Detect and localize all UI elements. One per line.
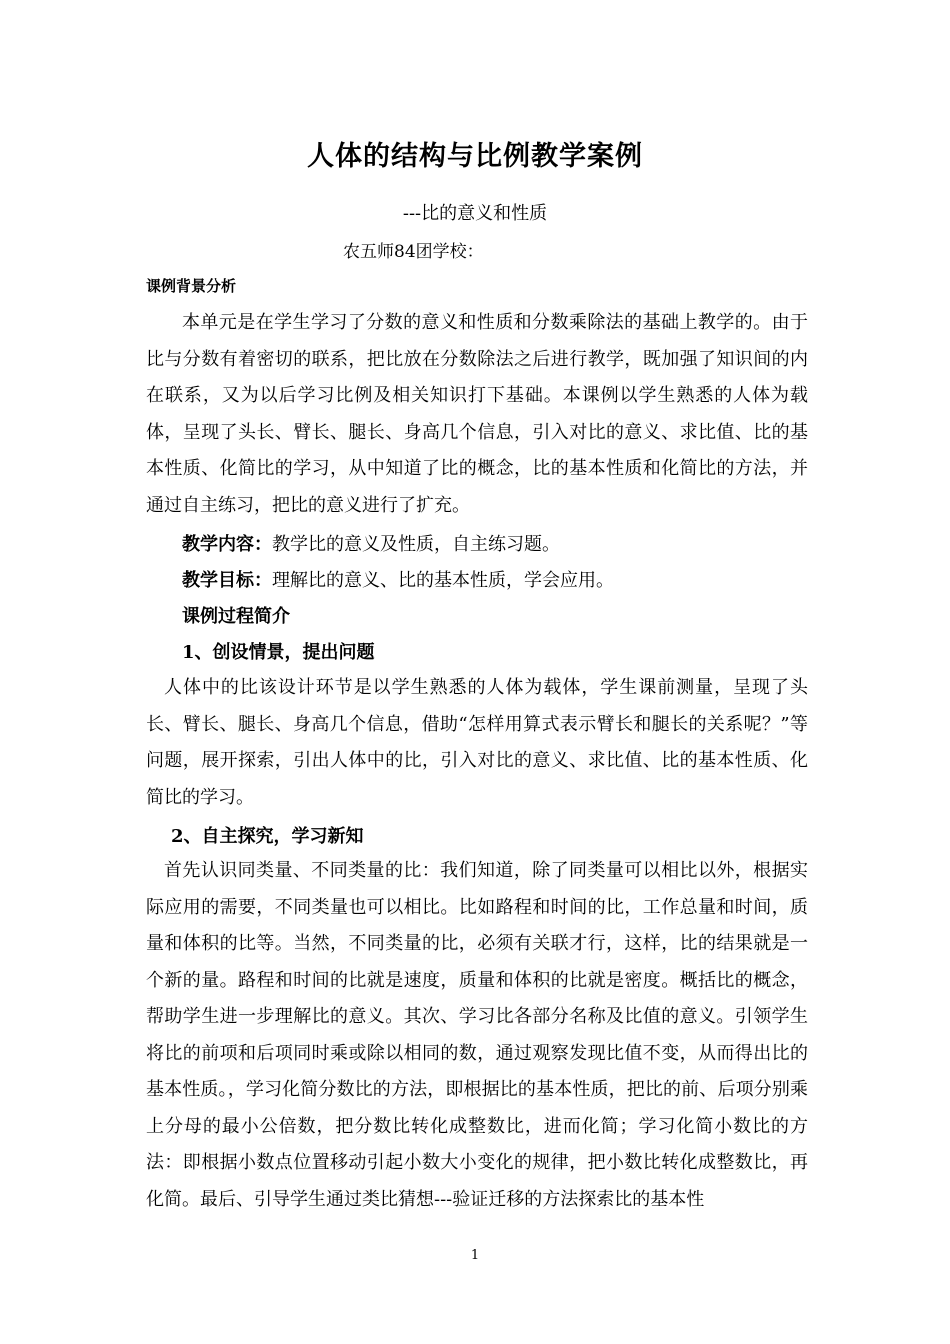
background-paragraph: 本单元是在学生学习了分数的意义和性质和分数乘除法的基础上教学的。由于比与分数有着密切的联系，把比放在分数除法之后进行教学，既加强了知识间的内在联系，又为以后学习比例及相关知识打下基础。本课例以学生熟悉的人体为载体，呈现了头长、臂长、腿长、身高几个信息，引入对比的意义、求比值、比的基本性质、化简比的学习，从中知道了比的概念，比的基本性质和化简比的方法，并通过自主练习，把比的意义进行了扩充。 [146,312,808,516]
teaching-content-text: 教学比的意义及性质，自主练习题。 [272,534,560,555]
section-heading-background: 课例背景分析 [146,277,237,295]
school-name: 农五师84团学校： [343,242,484,262]
teaching-goal-line [182,566,614,592]
document-title: 人体的结构与比例教学案例 [307,141,643,172]
step2-paragraph: 首先认识同类量、不同类量的比：我们知道，除了同类量可以相比以外，根据实际应用的需要，不同类量也可以相比。比如路程和时间的比，工作总量和时间，质量和体积的比等。当然，不同类量的比，必须有关联才行，这样，比的结果就是一个新的量。路程和时间的比就是速度，质量和体积的比就是密度。概括比的概念，帮助学生进一步理解比的意义。其次、学习比各部分名称及比值的意义。引领学生将比的前项和后项同时乘或除以相同的数，通过观察发现比值不变，从而得出比的基本性质。，学习化简分数比的方法，即根据比的基本性质，把比的前、后项分别乘上分母的最小公倍数，把分数比转化成整数比，进而化简；学习化简小数比的方法：即根据小数点位置移动引起小数大小变化的规律，把小数比转化成整数比，再化简。最后、引导学生通过类比猜想---验证迁移的方法探索比的基本性 [146,860,808,1210]
teaching-goal-label: 教学目标： [182,570,272,591]
teaching-goal-text: 理解比的意义、比的基本性质，学会应用。 [272,570,614,591]
teaching-content-line [182,530,560,556]
page-number: 1 [470,1248,480,1263]
step1-heading: 1、创设情景，提出问题 [182,642,375,663]
document-subtitle: ---比的意义和性质 [402,203,548,224]
process-heading: 课例过程简介 [182,606,290,627]
step2-heading: 2、自主探究，学习新知 [171,826,364,847]
step1-paragraph: 人体中的比该设计环节是以学生熟悉的人体为载体，学生课前测量，呈现了头长、臂长、腿长、身高几个信息，借助“怎样用算式表示臂长和腿长的关系呢？”等问题，展开探索，引出人体中的比，引入对比的意义、求比值、比的基本性质、化简比的学习。 [146,677,808,808]
teaching-content-label: 教学内容： [182,534,272,555]
